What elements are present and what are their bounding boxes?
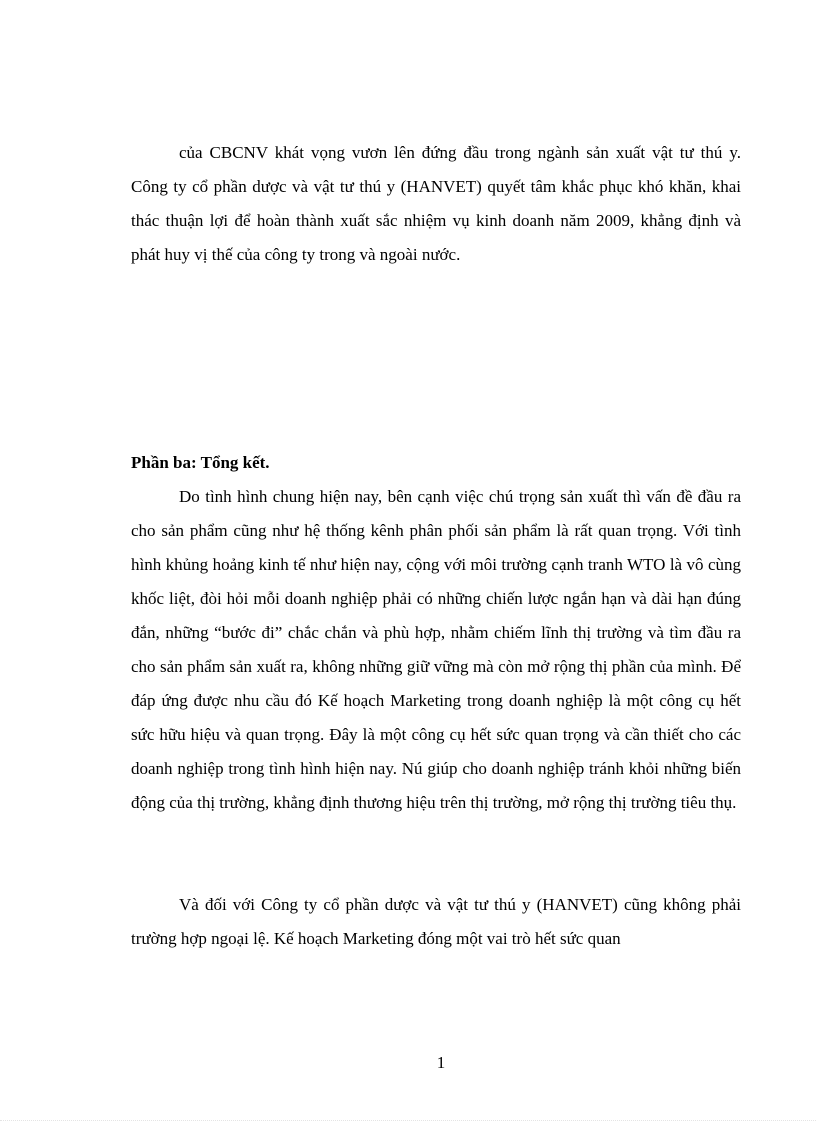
paragraph-company: Và đối với Công ty cổ phần dược và vật tư thú y (HANVET) cũng không phải trường hợp ngoại lệ. Kế hoạch Marketing đóng một vai trò hết sức quan — [131, 895, 741, 948]
paragraph-summary: Do tình hình chung hiện nay, bên cạnh việc chú trọng sản xuất thì vấn đề đầu ra cho sản phẩm cũng như hệ thống kênh phân phối sản phẩm là rất quan trọng. Với tình hình khủng hoảng kinh tế như hiện nay, cộng với môi trường cạnh tranh WTO là vô cùng khốc liệt, đòi hỏi mỗi doanh nghiệp phải có những chiến lược ngắn hạn và dài hạn đúng đắn, những “bước đi” chắc chắn và phù hợp, nhằm chiếm lĩnh thị trường và tìm đầu ra cho sản phẩm sản xuất ra, không những giữ vững mà còn mở rộng thị phần của mình. Để đáp ứng được nhu cầu đó Kế hoạch Marketing trong doanh nghiệp là một công cụ hết sức hữu hiệu và quan trọng. Đây là một công cụ hết sức quan trọng và cần thiết cho các doanh nghiệp trong tình hình hiện nay. Nú giúp cho doanh nghiệp tránh khỏi những biến động của thị trường, khẳng định thương hiệu trên thị trường, mở rộng thị trường tiêu thụ. — [131, 487, 741, 812]
page-bottom-divider — [0, 1120, 816, 1121]
section-heading: Phần ba: Tổng kết. — [131, 453, 270, 472]
paragraph-continuation: của CBCNV khát vọng vươn lên đứng đầu trong ngành sản xuất vật tư thú y. Công ty cổ phần dược và vật tư thú y (HANVET) quyết tâm khắc phục khó khăn, khai thác thuận lợi để hoàn thành xuất sắc nhiệm vụ kinh doanh năm 2009, khẳng định và phát huy vị thế của công ty trong và ngoài nước. — [131, 143, 741, 264]
page-number: 1 — [436, 1053, 446, 1072]
